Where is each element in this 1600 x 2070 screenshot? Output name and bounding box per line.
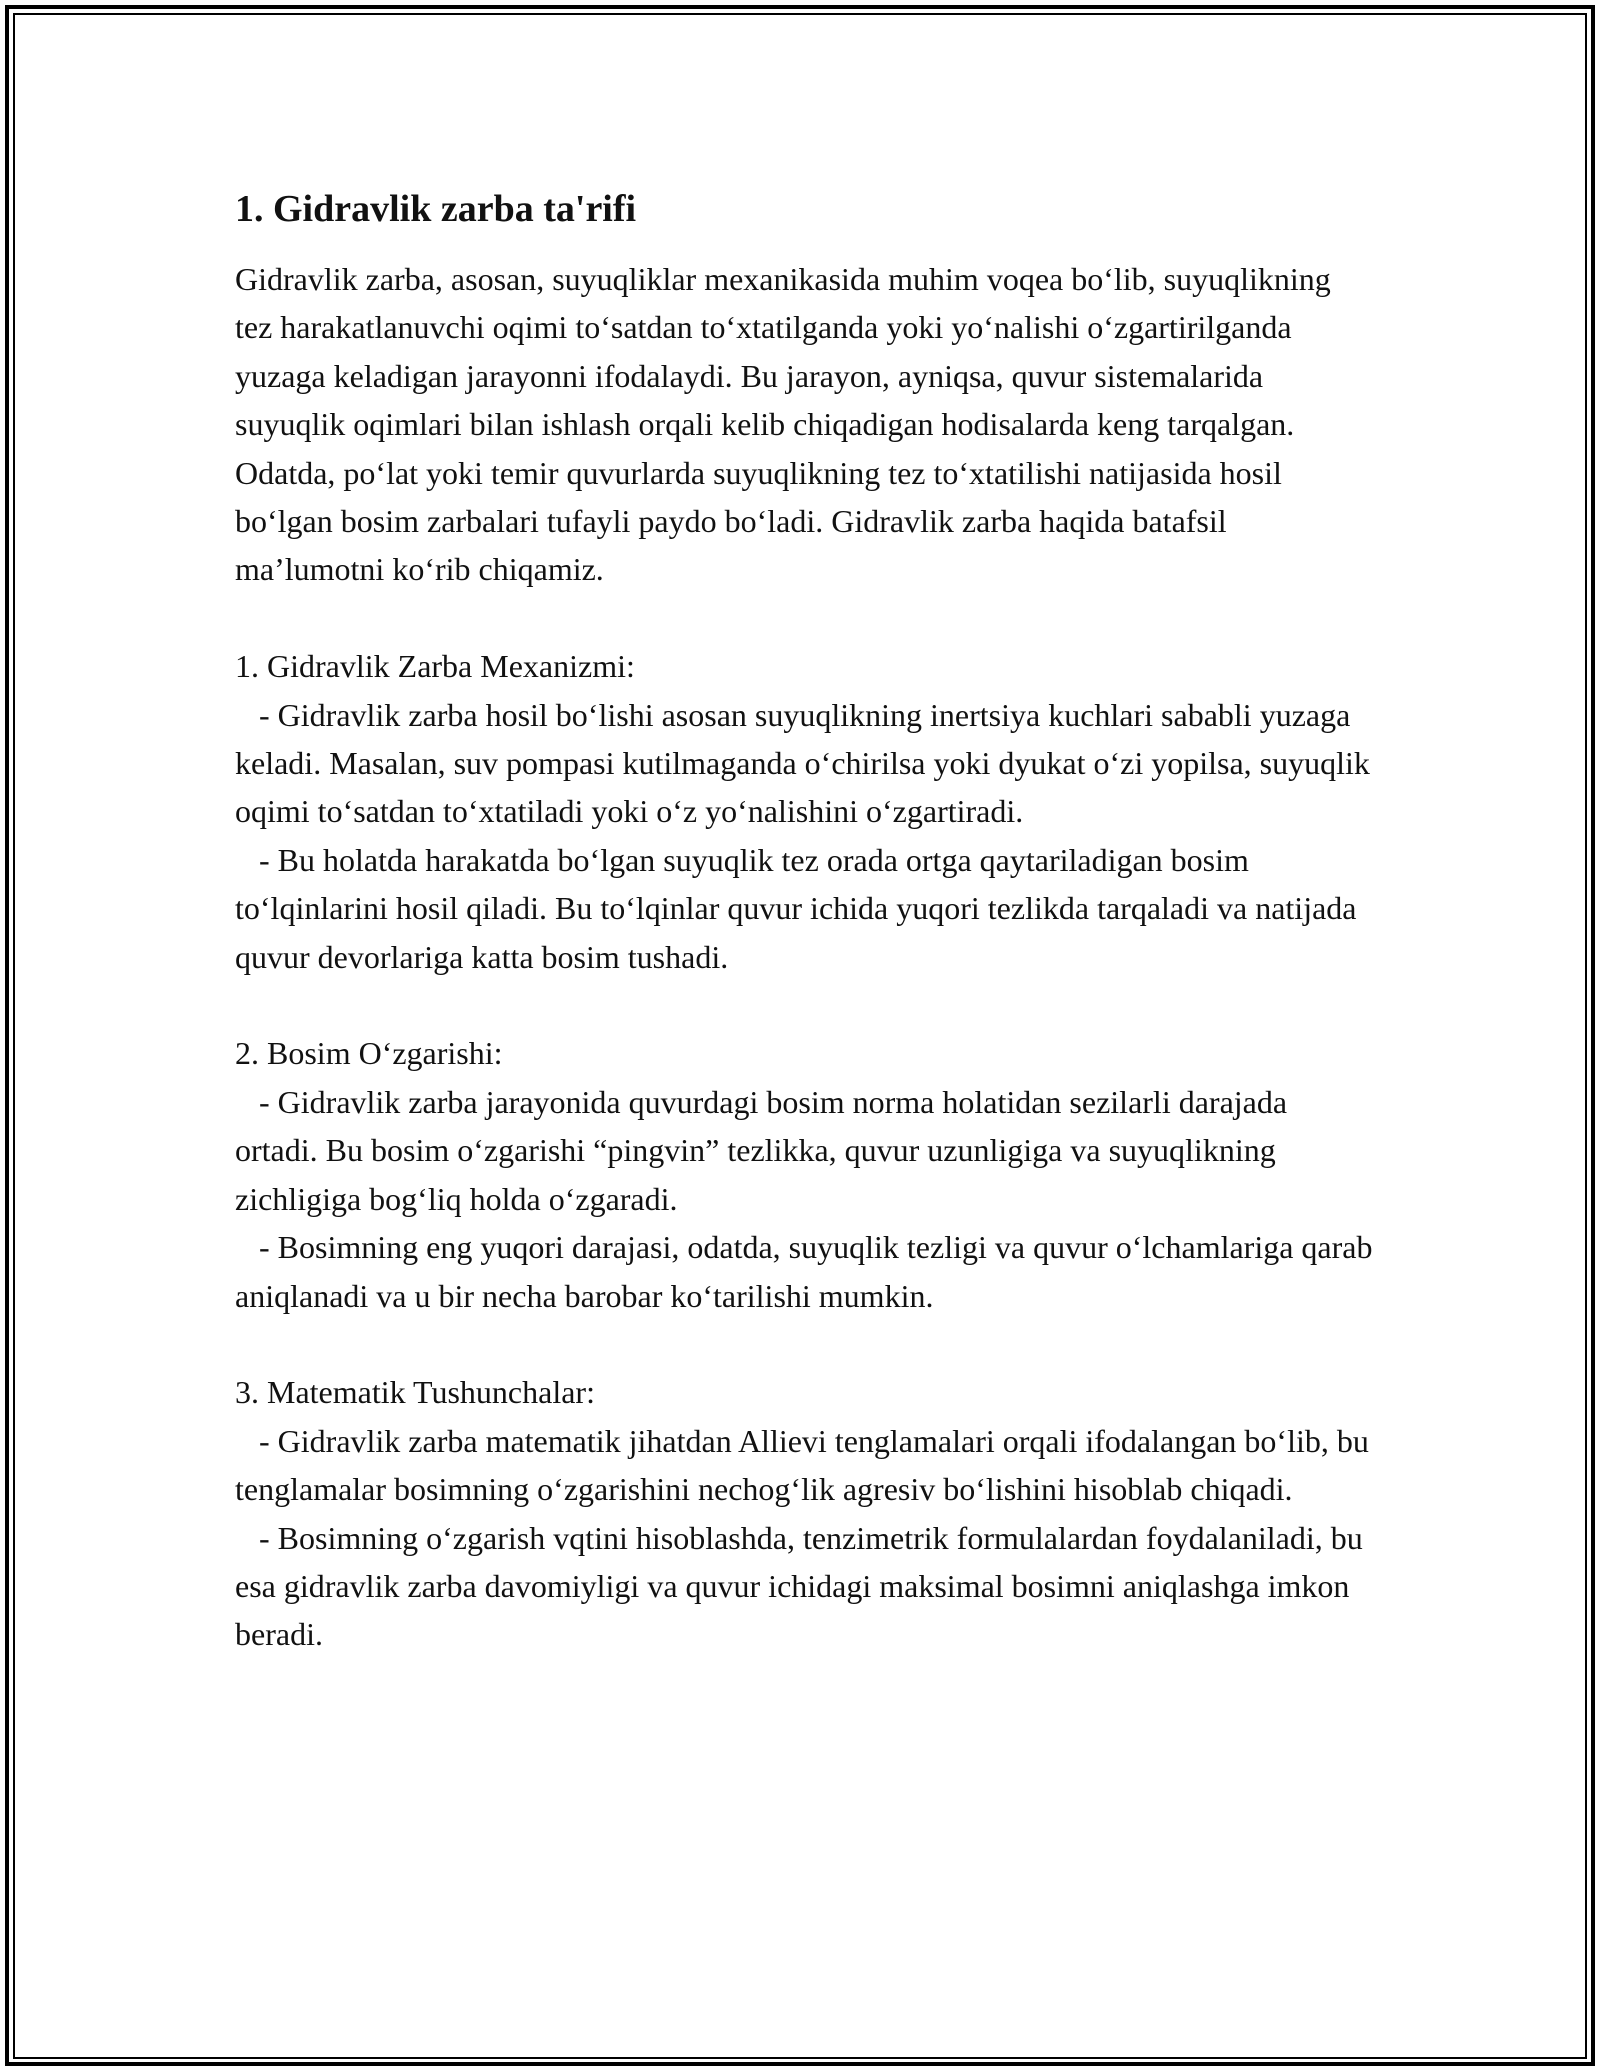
paragraph-gap xyxy=(235,1320,1375,1368)
section-bullet: - Gidravlik zarba hosil bo‘lishi asosan suyuqlikning inertsiya kuchlari sababli yuzaga keladi. Masalan, suv pompasi kutilmaganda o‘chirilsa yoki dyukat o‘zi yopilsa, suyuqlik oqimi to‘satdan to‘xtatiladi yoki o‘z yo‘nalishini o‘zgartiradi. xyxy=(235,696,1378,830)
section-bullet: - Gidravlik zarba matematik jihatdan Allievi tenglamalari orqali ifodalangan bo‘lib, bu tenglamalar bosimning o‘zgarishini nechog‘lik agresiv bo‘lishini hisoblab chiqadi. xyxy=(235,1422,1377,1508)
section-mechanism xyxy=(235,642,1378,981)
section-heading: 1. Gidravlik Zarba Mexanizmi: xyxy=(235,648,635,685)
paragraph-gap xyxy=(235,594,1375,642)
paragraph-gap xyxy=(235,981,1375,1029)
section-heading: 2. Bosim O‘zgarishi: xyxy=(235,1035,503,1072)
section-math xyxy=(235,1368,1375,1658)
intro-paragraph: Gidravlik zarba, asosan, suyuqliklar mexanikasida muhim voqea bo‘lib, suyuqlikning tez harakatlanuvchi oqimi to‘satdan to‘xtatilganda yoki yo‘nalishi o‘zgartirilganda yuzaga keladigan jarayonni ifodalaydi. Bu jarayon, ayniqsa, quvur sistemalarida suyuqlik oqimlari bilan ishlash orqali kelib chiqadigan hodisalarda keng tarqalgan. Odatda, po‘lat yoki temir quvurlarda suyuqlikning tez to‘xtatilishi natijasida hosil bo‘lgan bosim zarbalari tufayli paydo bo‘ladi. Gidravlik zarba haqida batafsil ma’lumotni ko‘rib chiqamiz. xyxy=(235,261,1339,588)
section-bullet: - Bosimning eng yuqori darajasi, odatda, suyuqlik tezligi va quvur o‘lchamlariga qarab aniqlanadi va u bir necha barobar ko‘tarilishi mumkin. xyxy=(235,1229,1381,1314)
section-bullet: - Bosimning o‘zgarish vqtini hisoblashda, tenzimetrik formulalardan foydalaniladi, bu esa gidravlik zarba davomiyligi va quvur ichidagi maksimal bosimni aniqlashga imkon beradi. xyxy=(235,1519,1371,1653)
section-bullet: - Gidravlik zarba jarayonida quvurdagi bosim norma holatidan sezilarli darajada ortadi. Bu bosim o‘zgarishi “pingvin” tezlikka, quvur uzunligiga va suyuqlikning zichligiga bog‘liq holda o‘zgaradi. xyxy=(235,1083,1296,1217)
section-heading: 3. Matematik Tushunchalar: xyxy=(235,1374,595,1411)
section-pressure xyxy=(235,1029,1381,1319)
document-title: 1. Gidravlik zarba ta'rifi xyxy=(235,188,637,230)
document-body xyxy=(235,185,1381,1659)
section-bullet: - Bu holatda harakatda bo‘lgan suyuqlik tez orada ortga qaytariladigan bosim to‘lqinlarini hosil qiladi. Bu to‘lqinlar quvur ichida yuqori tezlikda tarqaladi va natijada quvur devorlariga katta bosim tushadi. xyxy=(235,841,1365,975)
